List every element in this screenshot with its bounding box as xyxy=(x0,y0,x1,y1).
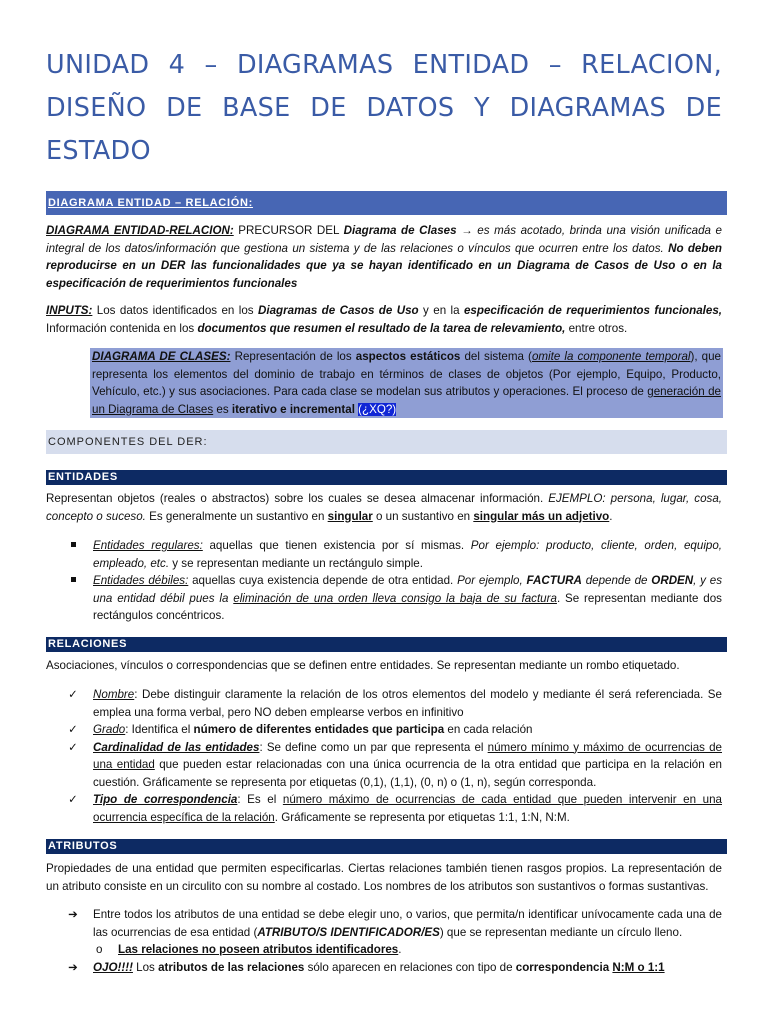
check-icon: ✓ xyxy=(68,688,78,701)
inputs-paragraph: INPUTS: Los datos identificados en los Diagramas de Casos de Uso y en la especificación de requerimientos funcionales, Información contenida en los documentos que resumen el resultado de la tarea de relevamiento, entre otros. xyxy=(46,304,722,335)
clases-callout: DIAGRAMA DE CLASES: Representación de los aspectos estáticos del sistema (omite la componente temporal), que representa los elementos del dominio de trabajo en términos de clases de objetos (Por ejemplo, Equipo, Producto, Vehículo, etc.) y sus asociaciones. Para cada clase se modelan sus atributos y operaciones. El proceso de generación de un Diagrama de Clases es iterativo e incremental (¿XQ?) xyxy=(90,348,723,418)
circle-bullet-icon: o xyxy=(96,943,103,956)
section-heading-der: DIAGRAMA ENTIDAD – RELACIÓN: xyxy=(46,191,727,215)
entidades-list xyxy=(66,537,722,625)
check-icon: ✓ xyxy=(68,723,78,736)
square-bullet-icon xyxy=(66,572,80,590)
section-heading-entidades: ENTIDADES xyxy=(46,470,727,485)
entidades-intro: Representan objetos (reales o abstractos) sobre los cuales se desea almacenar información. EJEMPLO: persona, lugar, cosa, concepto o suceso. Es generalmente un sustantivo en singular o un sustantivo en singular más un adjetivo. xyxy=(46,492,722,523)
list-item-grado: ✓ Grado: Identifica el número de diferentes entidades que participa en cada relación xyxy=(66,721,722,739)
section-heading-componentes: COMPONENTES DEL DER: xyxy=(46,430,727,454)
page-title: UNIDAD 4 – DIAGRAMAS ENTIDAD – RELACION, DISEÑO DE BASE DE DATOS Y DIAGRAMAS DE ESTADO xyxy=(46,50,722,166)
list-item-nombre: ✓ Nombre: Debe distinguir claramente la relación de los otros elementos del modelo y mediante él será referenciada. Se emplea una forma verbal, pero NO deben emplearse verbos en infinitivo xyxy=(66,686,722,721)
check-icon: ✓ xyxy=(68,793,78,806)
list-item-entidades-debiles: Entidades débiles: aquellas cuya existencia depende de otra entidad. Por ejemplo, FACTURA depende de ORDEN, y es una entidad débil pues la eliminación de una orden lleva consigo la baja de su factura. Se representan mediante dos rectángulos concéntricos. xyxy=(66,572,722,625)
sub-item-relaciones-identificadores: o Las relaciones no poseen atributos identificadores. xyxy=(66,941,722,959)
list-item-atributo-identificador: ➔ Entre todos los atributos de una entidad se debe elegir uno, o varios, que permita/n identificar unívocamente cada una de las ocurrencias de esa entidad (ATRIBUTO/S IDENTIFICADOR/ES) que se representan mediante un círculo lleno. xyxy=(66,906,722,941)
atributos-list xyxy=(66,906,722,976)
section-heading-atributos: ATRIBUTOS xyxy=(46,839,727,854)
arrow-right-icon: ➔ xyxy=(68,960,78,974)
list-item-entidades-regulares: Entidades regulares: aquellas que tienen existencia por sí mismas. Por ejemplo: producto, cliente, orden, equipo, empleado, etc. y se representan mediante un rectángulo simple. xyxy=(66,537,722,572)
square-bullet-icon xyxy=(66,537,80,555)
highlight-question: (¿XQ?) xyxy=(358,402,397,416)
relaciones-list xyxy=(66,686,722,826)
arrow-right-icon: ➔ xyxy=(68,908,78,921)
relaciones-intro: Asociaciones, vínculos o correspondencias que se definen entre entidades. Se representan mediante un rombo etiquetado. xyxy=(46,659,680,672)
check-icon: ✓ xyxy=(68,740,78,754)
der-paragraph: DIAGRAMA ENTIDAD-RELACION: PRECURSOR DEL Diagrama de Clases → es más acotado, brinda una visión unificada e integral de los datos/información que gestiona un sistema y de las relaciones o vínculos que ocurren entre los datos. No deben reproducirse en un DER las funcionalidades que ya se hayan identificado en un Diagrama de Casos de Uso o en la especificación de requerimientos funcionales xyxy=(46,224,723,290)
atributos-intro: Propiedades de una entidad que permiten especificarlas. Ciertas relaciones también tienen rasgos propios. La representación de un atributo consiste en un circulito con su nombre al costado. Los nombres de los atributos son sustantivos o formas sustantivas. xyxy=(46,862,722,893)
section-heading-relaciones: RELACIONES xyxy=(46,637,727,652)
list-item-tipo-correspondencia: ✓ Tipo de correspondencia: Es el número máximo de ocurrencias de cada entidad que pueden intervenir en una ocurrencia específica de la relación. Gráficamente se representa por etiquetas 1:1, 1:N, N:M. xyxy=(66,791,722,826)
list-item-cardinalidad: ✓ Cardinalidad de las entidades: Se define como un par que representa el número mínimo y máximo de ocurrencias de una entidad que pueden estar relacionadas con una única ocurrencia de la otra entidad que participa en la relación en cuestión. Gráficamente se representa por etiquetas (0,1), (1,1), (0, n) o (1, n), según corresponda. xyxy=(66,739,722,792)
list-item-ojo: ➔ OJO!!!! Los atributos de las relaciones sólo aparecen en relaciones con tipo de correspondencia N:M o 1:1 xyxy=(66,959,722,977)
